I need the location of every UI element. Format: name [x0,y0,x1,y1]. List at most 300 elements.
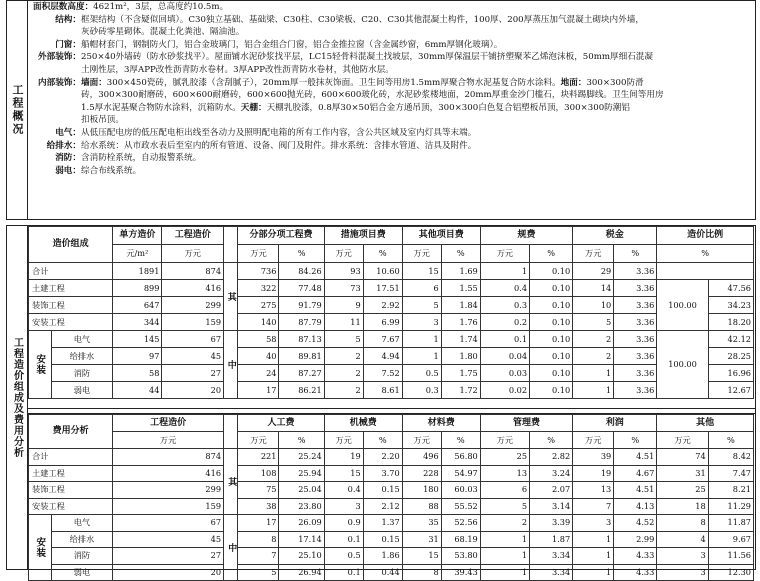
row-name: 合计 [29,263,113,280]
structure-text-1: 框架结构（不含疑似回填）。C30独立基础、基础梁、C30柱、C30梁板、C20、C30其他混凝土构件，100厚、200厚蒸压加气混凝土砌块内外墙， [81,14,644,25]
u-wan: 万元 [573,432,614,449]
value-b: 0.9 [324,515,363,532]
value-fp: 12.30 [708,564,753,581]
value-ep: 3.36 [614,314,657,331]
value-e: 1 [573,548,614,565]
ratio-value: 28.25 [708,348,753,365]
value-ep: 3.36 [614,297,657,314]
value-d: 25 [480,449,529,466]
value-ap: 87.13 [279,331,324,348]
u-pct: % [279,432,324,449]
value-cp: 53.80 [441,548,480,565]
value-ep: 3.36 [614,365,657,382]
value-f: 4 [657,531,708,548]
value-ap: 87.79 [279,314,324,331]
value-ap: 91.79 [279,297,324,314]
qi-zhong-marker: 其 [224,263,238,331]
h-material: 材料费 [402,415,480,432]
value-bp: 6.99 [363,314,402,331]
install-group-label: 安装 [29,331,52,399]
value-e: 1 [573,365,614,382]
u-pct: % [363,432,402,449]
value-dp: 0.10 [530,382,573,399]
value-c: 228 [402,465,441,482]
interior-text-2: 砖，300×300耐磨砖，600×600耐磨砖，600×600抛光砖，600×600玻化砖，水泥砂浆楼地面，20mm厚重金沙门槛石，块料踢脚线。卫生间等用房 [81,90,664,101]
cost-analysis-section [6,225,756,577]
fee-row [29,465,754,482]
value-cp: 1.74 [441,331,480,348]
value-a: 40 [238,348,279,365]
value-e: 1 [573,564,614,581]
value-b: 5 [324,331,363,348]
h-machine: 机械费 [324,415,402,432]
structure-label: 结构： [55,14,81,25]
value-cp: 54.97 [441,465,480,482]
u-pct: % [530,245,573,263]
u-pct: % [614,245,657,263]
value-a: 221 [238,449,279,466]
ratio-total: 100.00 [657,280,708,331]
qi-zhong-marker: 其 [224,449,238,515]
u-wan: 万元 [480,432,529,449]
row-name: 土建工程 [29,280,113,297]
value-b: 15 [324,465,363,482]
value-c: 31 [402,531,441,548]
value-e: 10 [573,297,614,314]
value-ep: 3.36 [614,331,657,348]
value-e: 3 [573,515,614,532]
row-name: 给排水 [51,348,113,365]
fee-header-row [29,415,754,432]
value-e: 29 [573,263,614,280]
value-c: 6 [402,280,441,297]
value-ap: 25.24 [279,449,324,466]
u-wan: 万元 [480,245,529,263]
u-wan: 万元 [402,245,441,263]
value-ep: 4.67 [614,465,657,482]
value-ep: 2.99 [614,531,657,548]
h-analysis: 费用分析 [29,415,113,449]
value-ap: 17.14 [279,531,324,548]
qi-zhong-marker: 中 [224,515,238,581]
row-name: 装饰工程 [29,297,113,314]
total-cost: 67 [162,331,224,348]
structure-text-2: 灰砂砖零星砌体。混凝土化粪池、隔油池。 [81,27,245,38]
value-ap: 25.10 [279,548,324,565]
value-bp: 3.70 [363,465,402,482]
value-bp: 7.52 [363,365,402,382]
value-c: 0.3 [402,382,441,399]
value-a: 736 [238,263,279,280]
u-pct: % [614,432,657,449]
exterior-text-1: 250×40外墙砖（防水砂浆找平）。屋面铺水泥砂浆找平层，LC15轻骨料混凝土找坡层，30mm厚保温层干铺挤塑聚苯乙烯泡沫板，50mm厚细石混凝 [81,52,653,63]
value-d: 5 [480,498,529,515]
u-wan: 万元 [402,432,441,449]
value-c: 1 [402,348,441,365]
value-ep: 3.36 [614,263,657,280]
fee-row [29,564,754,581]
value-cp: 55.52 [441,498,480,515]
value-bp: 17.51 [363,280,402,297]
cost-row [29,280,754,297]
value-fp: 8.42 [708,449,753,466]
value-b: 19 [324,449,363,466]
value-d: 0.04 [480,348,529,365]
ratio-value: 42.12 [708,331,753,348]
value-bp: 1.37 [363,515,402,532]
value-fp: 11.56 [708,548,753,565]
cost-header-row [29,227,754,245]
u-pct: % [441,245,480,263]
value-cp: 1.72 [441,382,480,399]
value-c: 88 [402,498,441,515]
value-d: 13 [480,465,529,482]
cost-row [29,348,754,365]
h-cuoshi: 措施项目费 [324,227,402,245]
h-fenbu: 分部分项工程费 [238,227,324,245]
area-text: 4621m²，3层，总高度约10.5m。 [93,2,229,12]
value-d: 6 [480,482,529,499]
u-wan: 万元 [238,245,279,263]
total-cost: 20 [162,382,224,399]
u-pct: % [530,432,573,449]
u-unit: 元/m² [113,245,162,263]
unit-cost: 97 [113,348,162,365]
value-f: 31 [657,465,708,482]
value-c: 15 [402,548,441,565]
value-bp: 8.61 [363,382,402,399]
h-profit: 利润 [573,415,657,432]
row-name: 消防 [51,365,113,382]
cost-unit-row [29,245,754,263]
value-d: 0.4 [480,280,529,297]
row-name: 弱电 [51,564,113,581]
value-c: 5 [402,297,441,314]
value-bp: 0.15 [363,482,402,499]
value-e: 39 [573,449,614,466]
fee-row [29,482,754,499]
value-b: 2 [324,382,363,399]
interior-text-3: 1.5厚水泥基聚合物防水涂料，沉箱防水。 [81,102,241,113]
h-comp: 造价组成 [29,227,113,263]
u-pct: % [279,245,324,263]
value-ep: 3.36 [614,280,657,297]
value-cp: 60.03 [441,482,480,499]
u-pct: % [363,245,402,263]
value-c: 3 [402,314,441,331]
ratio-value: 12.67 [708,382,753,399]
value-cp: 1.55 [441,280,480,297]
value-dp: 0.10 [530,263,573,280]
value-d: 0.03 [480,365,529,382]
value-c: 35 [402,515,441,532]
total-cost: 299 [162,297,224,314]
value-dp: 0.10 [530,280,573,297]
unit-cost: 899 [113,280,162,297]
u-wan: 万元 [324,245,363,263]
value-dp: 0.10 [530,348,573,365]
value-e: 13 [573,482,614,499]
value-bp: 2.12 [363,498,402,515]
value-d: 0.3 [480,297,529,314]
h-other: 其他 [657,415,754,432]
h-guifei: 规费 [480,227,572,245]
unit-cost: 647 [113,297,162,314]
total-cost: 416 [162,280,224,297]
total-cost: 874 [162,263,224,280]
ratio-blank [657,263,754,280]
u-wan: 万元 [657,432,708,449]
row-name: 安装工程 [29,498,113,515]
value-ap: 87.27 [279,365,324,382]
interior-text-4: 扣板吊顶。 [81,115,124,126]
value-d: 1 [480,564,529,581]
h-unit: 单方造价 [113,227,162,245]
cost-row [29,365,754,382]
cost-row [29,314,754,331]
u-wan: 万元 [113,432,224,449]
value-fp: 7.47 [708,465,753,482]
row-name: 电气 [51,331,113,348]
row-name: 装饰工程 [29,482,113,499]
value-cp: 1.69 [441,263,480,280]
value-f: 3 [657,548,708,565]
value-b: 0.5 [324,548,363,565]
value-d: 0.2 [480,314,529,331]
value-fp: 8.21 [708,482,753,499]
value-ap: 26.94 [279,564,324,581]
weak-text: 综合布线系统。 [81,165,142,176]
floor-label: 地面： [560,77,587,88]
value-fp: 11.29 [708,498,753,515]
value-e: 2 [573,331,614,348]
overview-body [33,1,752,219]
unit-cost: 58 [113,365,162,382]
h-ratio: 造价比例 [657,227,754,245]
value-dp: 0.10 [530,365,573,382]
value-f: 3 [657,564,708,581]
weak-label: 弱电： [55,165,81,176]
value-e: 1 [573,382,614,399]
value-b: 2 [324,365,363,382]
value-a: 140 [238,314,279,331]
h-labor: 人工费 [238,415,324,432]
value-a: 17 [238,515,279,532]
value-c: 1 [402,331,441,348]
value-dp: 0.10 [530,331,573,348]
value-b: 11 [324,314,363,331]
elec-label: 电气： [55,127,81,138]
value-dp: 3.24 [530,465,573,482]
value-ep: 4.33 [614,564,657,581]
value-cp: 68.19 [441,531,480,548]
value-b: 0.4 [324,482,363,499]
total-cost: 45 [113,531,224,548]
value-ep: 4.51 [614,482,657,499]
value-dp: 3.34 [530,564,573,581]
cost-row [29,263,754,280]
unit-cost: 145 [113,331,162,348]
total-cost: 416 [113,465,224,482]
unit-cost: 344 [113,314,162,331]
value-a: 24 [238,365,279,382]
value-cp: 1.84 [441,297,480,314]
water-label: 给排水： [46,140,81,151]
ratio-value: 47.56 [708,280,753,297]
value-c: 15 [402,263,441,280]
overview-side-label: 工程概况 [7,1,28,219]
value-d: 2 [480,515,529,532]
row-name: 弱电 [51,382,113,399]
value-ep: 3.36 [614,348,657,365]
unit-cost: 1891 [113,263,162,280]
value-ap: 23.80 [279,498,324,515]
value-d: 0.02 [480,382,529,399]
value-c: 8 [402,564,441,581]
floor-text: 300×300防滑 [586,77,644,88]
total-cost: 67 [113,515,224,532]
h-mgmt: 管理费 [480,415,572,432]
value-bp: 0.44 [363,564,402,581]
value-b: 9 [324,297,363,314]
water-text: 给水系统：从市政水表后至室内的所有管道、设备、阀门及附件。排水系统：含排水管道、洁具及附件。 [81,140,477,151]
value-a: 38 [238,498,279,515]
door-label: 门窗： [55,39,81,50]
install-group-label: 安装 [29,515,52,581]
area-label: 面积层数高度： [33,2,94,12]
cost-row [29,382,754,399]
value-ap: 77.48 [279,280,324,297]
value-d: 1 [480,548,529,565]
value-cp: 1.80 [441,348,480,365]
value-bp: 2.92 [363,297,402,314]
value-cp: 1.76 [441,314,480,331]
value-ap: 89.81 [279,348,324,365]
value-b: 0.1 [324,564,363,581]
value-bp: 4.94 [363,348,402,365]
cost-row [29,297,754,314]
value-a: 58 [238,331,279,348]
project-overview-section [6,0,756,220]
value-a: 8 [238,531,279,548]
fee-row [29,498,754,515]
value-a: 108 [238,465,279,482]
value-d: 1 [480,531,529,548]
interior-text-1: 300×450瓷砖，腻乳胶漆（含刮腻子），20mm厚一般抹灰饰面。卫生间等用房1.5mm厚聚合物水泥基复合防水涂料。 [106,77,561,88]
exterior-label: 外部装饰： [38,52,81,63]
value-a: 5 [238,564,279,581]
fire-label: 消防： [55,153,81,164]
value-c: 180 [402,482,441,499]
value-b: 2 [324,348,363,365]
value-bp: 1.86 [363,548,402,565]
exterior-text-2: 土刚性层，3厚APP改性沥青防水卷材。3厚APP改性沥青防水卷材，其他防水层。 [81,64,394,75]
u-wan: 万元 [573,245,614,263]
h-fee-total: 工程造价 [113,415,224,432]
value-b: 3 [324,498,363,515]
cost-composition-table [28,226,754,399]
row-name: 土建工程 [29,465,113,482]
value-fp: 9.67 [708,531,753,548]
value-f: 74 [657,449,708,466]
fee-unit-row [29,432,754,449]
value-bp: 10.60 [363,263,402,280]
value-f: 8 [657,515,708,532]
value-e: 2 [573,348,614,365]
row-name: 电气 [51,515,113,532]
cost-row [29,331,754,348]
ceiling-text: 天棚乳胶漆，0.8厚30×50铝合金方通吊顶，300×300白色复合铝塑板吊顶，300×300防潮铝 [266,102,630,113]
fire-text: 含消防栓系统，自动报警系统。 [81,153,202,164]
value-c: 0.5 [402,365,441,382]
fee-row [29,449,754,466]
u-wan: 万元 [324,432,363,449]
value-a: 75 [238,482,279,499]
value-bp: 0.15 [363,531,402,548]
value-e: 1 [573,531,614,548]
value-ap: 84.26 [279,263,324,280]
qi-zhong-marker: 中 [224,331,238,399]
interior-wall-label: 墙面： [81,77,107,88]
u-pct: % [657,245,754,263]
u-wan: 万元 [162,245,224,263]
total-cost: 159 [113,498,224,515]
h-total: 工程造价 [162,227,224,245]
ratio-total: 100.00 [657,331,708,399]
fee-row [29,515,754,532]
value-ap: 25.94 [279,465,324,482]
value-bp: 2.20 [363,449,402,466]
total-cost: 159 [162,314,224,331]
value-ap: 26.09 [279,515,324,532]
value-e: 19 [573,465,614,482]
row-name: 给排水 [51,531,113,548]
row-name: 合计 [29,449,113,466]
value-ep: 4.33 [614,548,657,565]
ratio-value: 16.96 [708,365,753,382]
value-bp: 7.67 [363,331,402,348]
fee-analysis-table [28,414,754,581]
value-dp: 3.14 [530,498,573,515]
ratio-value: 18.20 [708,314,753,331]
u-pct: % [441,432,480,449]
u-pct: % [708,432,753,449]
value-a: 7 [238,548,279,565]
value-e: 7 [573,498,614,515]
interior-label: 内部装饰： [38,77,81,88]
value-f: 25 [657,482,708,499]
value-cp: 39.43 [441,564,480,581]
h-shuijin: 税金 [573,227,657,245]
value-cp: 56.80 [441,449,480,466]
value-dp: 3.34 [530,548,573,565]
value-dp: 1.87 [530,531,573,548]
unit-cost: 44 [113,382,162,399]
elec-text: 从低压配电房的低压配电柜出线至各动力及照明配电箱的所有工作内容，含公共区域及室内灯具等末端。 [81,127,477,138]
value-cp: 1.75 [441,365,480,382]
value-a: 275 [238,297,279,314]
value-dp: 0.10 [530,314,573,331]
h-qita: 其他项目费 [402,227,480,245]
door-text: 船帽材套门，钢制防火门，铝合金玻璃门，铝合金组合门窗，铝合金推拉窗（含金属纱窗，6mm厚钢化玻璃）。 [81,39,503,50]
row-name: 消防 [51,548,113,565]
value-d: 1 [480,263,529,280]
value-dp: 3.39 [530,515,573,532]
value-cp: 52.56 [441,515,480,532]
value-dp: 2.07 [530,482,573,499]
total-cost: 45 [162,348,224,365]
value-e: 14 [573,280,614,297]
